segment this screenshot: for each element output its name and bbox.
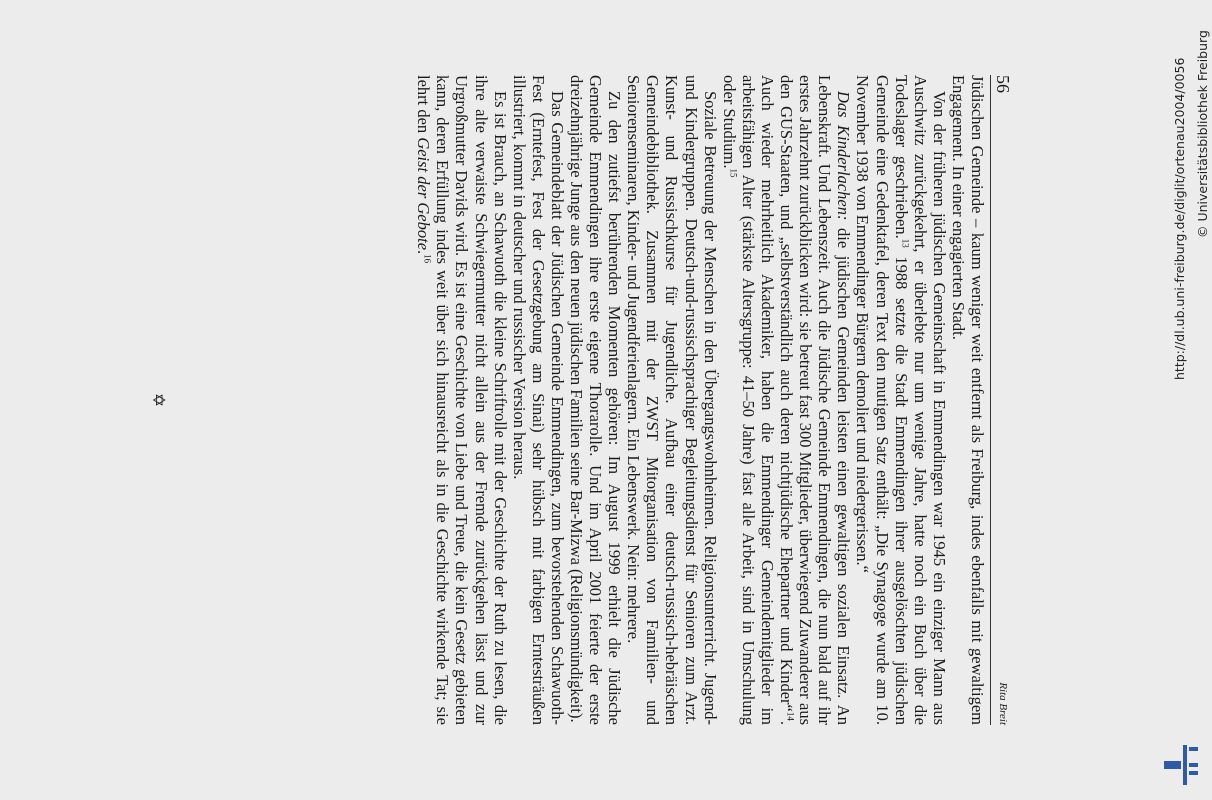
body-text <box>414 75 987 725</box>
paragraph-6: Das Gemeindeblatt der Jüdischen Gemeinde Emmendingen, zum bevorstehenden Schawuoth-Fest (Erntefest, Fest der Gesetzgebung am Sinai) sehr hübsch mit farbigen Erntesträußen illustriert, kommt in deutscher und russischer Version heraus. <box>509 75 567 725</box>
source-url-link[interactable]: http://dl.ub.uni-freiburg.de/diglit/ortenau2004/0056 <box>1172 57 1187 380</box>
rotated-text-column <box>143 75 1013 725</box>
footnote-ref-15: 15 <box>728 168 739 178</box>
paragraph-3: Das Kinderlachen: die jüdischen Gemeinden leisten einen gewaltigen sozialen Einsatz. An Lebenskraft. Und Lebenszeit. Auch die Jüdische Gemeinde Emmendingen, die nun bald auf ihr erstes Jahrzehnt zurückblicken wird: sie betreut fast 300 Mitglieder, überwiegend Zuwanderer aus den GUS-Staaten, und „selbstverständlich auch deren nichtjüdische Ehepartner und Kinder“$^{14}$. Auch wieder mehrheitlich Akademiker, haben die Emmendinger Gemeindemitglieder im arbeitsfähigen Alter (stärkste Altersgruppe: 41–50 Jahre) fast alle Arbeit, sind in Umschulung oder Studium.$^{15}$ <box>719 75 854 725</box>
footnote-ref-14: 14 <box>785 711 796 721</box>
paragraph-2: Von der früheren jüdischen Gemeinschaft in Emmendingen war 1945 ein einziger Mann aus Auschwitz zurückgekehrt, er überlebte nur um wenige Jahre, hatte noch ein Buch über die Todeslager geschrieben.$^{13}$ 1988 setzte die Stadt Emmendingen ihrer ausgelöschten jüdischen Gemeinde eine Gedenktafel, deren Text den mutigen Satz enthält: „Die Synagoge wurde am 10. November 1938 von Emmendinger Bürgern demoliert und niedergerissen.“ <box>853 75 949 725</box>
logo-bar <box>1189 747 1198 751</box>
logo-bar <box>1189 763 1198 767</box>
page-number: 56 <box>993 75 1013 93</box>
paragraph-1: Jüdischen Gemeinde – kaum weniger weit entfernt als Freiburg, indes ebenfalls mit gewaltigem Engagement. In einer engagierten Stadt. <box>948 75 987 725</box>
library-logo-icon <box>1164 745 1206 785</box>
paragraph-7: Es ist Brauch, an Schawuoth die kleine Schriftrolle mit der Geschichte der Ruth zu lesen, die ihre alte verwaiste Schwiegermutter nicht allein aus der Fremde zurückgehen lässt und zur Urgroßmutter Davids wird. Es ist eine Geschichte von Liebe und Treue, die kein Gesetz gebieten kann, deren Erfüllung indes weit über sich hinausreicht als in die Geschichte wirkende Tat; sie lehrt den Geist der Gebote.$^{16}$ <box>414 75 510 725</box>
logo-bar <box>1189 771 1198 775</box>
footnote-ref-16: 16 <box>422 254 433 264</box>
star-of-david-icon: ✡ <box>148 392 168 408</box>
page-header <box>990 75 1013 725</box>
footnote-ref-13: 13 <box>900 238 911 248</box>
logo-bar <box>1164 761 1181 769</box>
paragraph-5: Zu den zutiefst berührenden Momenten gehören: Im August 1999 erhielt die Jüdische Gemeinde Emmendingen ihre erste eigene Thorarolle. Und im April 2001 feierte der erste dreizehnjährige Junge aus den neuen jüdischen Familien seine Bar-Mizwa (Religionsmündigkeit). <box>567 75 625 725</box>
paragraph-4: Soziale Betreuung der Menschen in den Übergangswohnheimen. Religionsunterricht. Jugend- und Kindergruppen. Deutsch-und-russischsprachiger Begleitungsdienst für Senioren zum Arzt. Kunst- und Russischkurse für Jugendliche. Aufbau einer deutsch-russisch-hebräischen Gemeindebibliothek. Zusammen mit der ZWST Mitorganisation von Familien- und Seniorenseminaren, Kinder- und Jugendferienlagern. Ein Lebenswerk. Nein: mehrere. <box>624 75 720 725</box>
running-head: Rita Breit <box>997 682 1009 725</box>
logo-bar <box>1183 745 1187 785</box>
copyright-notice: © Universitätsbibliothek Freiburg <box>1195 30 1210 238</box>
